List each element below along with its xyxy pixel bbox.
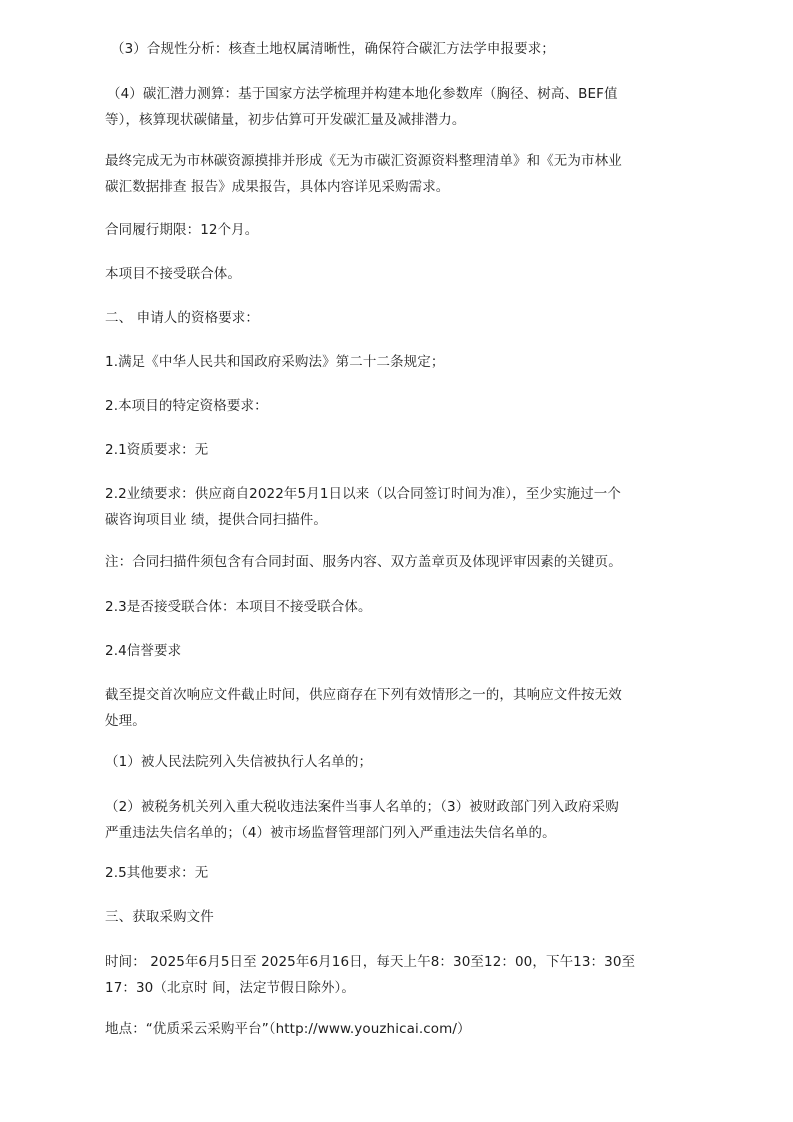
text-line: 地点：“优质采云采购平台”（http://www.youzhicai.com/）	[105, 1021, 471, 1037]
text-line: 二、 申请人的资格要求：	[105, 310, 259, 326]
paragraph-procurement-law	[105, 349, 695, 375]
paragraph-scan-note	[105, 549, 695, 575]
text-line: 17：30（北京时 间，法定节假日除外）。	[105, 980, 355, 996]
text-line: 2.3是否接受联合体：本项目不接受联合体。	[105, 599, 372, 615]
text-line: （2）被税务机关列入重大税收违法案件当事人名单的；（3）被财政部门列入政府采购	[105, 799, 619, 815]
text-line: （3）合规性分析：核查土地权属清晰性，确保符合碳汇方法学申报要求；	[111, 41, 555, 57]
paragraph-credit-requirement	[105, 638, 695, 664]
text-line: 2.本项目的特定资格要求：	[105, 398, 268, 414]
paragraph-compliance-analysis	[105, 36, 695, 62]
section-heading-qualifications	[105, 305, 695, 331]
paragraph-other-requirements	[105, 860, 695, 886]
text-line: 2.5其他要求：无	[105, 865, 209, 881]
text-line: 碳汇数据排查 报告》成果报告，具体内容详见采购需求。	[105, 179, 450, 195]
text-line: 2.2业绩要求：供应商自2022年5月1日以来（以合同签订时间为准），至少实施过一个	[105, 486, 621, 502]
text-line: 等），核算现状碳储量，初步估算可开发碳汇量及减排潜力。	[105, 112, 466, 128]
text-line: 注：合同扫描件须包含有合同封面、服务内容、双方盖章页及体现评审因素的关键页。	[105, 554, 622, 570]
paragraph-contract-period	[105, 217, 695, 243]
text-line: （1）被人民法院列入失信被执行人名单的；	[105, 754, 373, 770]
paragraph-specific-qualifications	[105, 393, 695, 419]
text-line: 最终完成无为市林碳资源摸排并形成《无为市碳汇资源资料整理清单》和《无为市林业	[105, 153, 622, 169]
text-line: 2.1资质要求：无	[105, 442, 209, 458]
paragraph-qualification-cert	[105, 437, 695, 463]
text-line: 严重违法失信名单的；（4）被市场监督管理部门列入严重违法失信名单的。	[105, 825, 556, 841]
text-line: 截至提交首次响应文件截止时间，供应商存在下列有效情形之一的，其响应文件按无效	[105, 687, 622, 703]
paragraph-carbon-potential	[105, 81, 695, 133]
text-line: 1.满足《中华人民共和国政府采购法》第二十二条规定；	[105, 354, 445, 370]
text-line: 碳咨询项目业 绩，提供合同扫描件。	[105, 512, 327, 528]
text-line: 合同履行期限：12个月。	[105, 222, 259, 238]
paragraph-final-deliverables	[105, 148, 695, 200]
text-line: 时间： 2025年6月5日至 2025年6月16日，每天上午8：30至12：00，下午13：30至	[105, 954, 636, 970]
paragraph-performance-requirement	[105, 481, 695, 533]
paragraph-tax-blacklist	[105, 794, 695, 846]
paragraph-consortium-accept	[105, 594, 695, 620]
paragraph-obtain-location	[105, 1016, 695, 1042]
text-line: 处理。	[105, 713, 146, 729]
text-line: 三、获取采购文件	[105, 909, 214, 925]
paragraph-invalid-response	[105, 682, 695, 734]
paragraph-obtain-time	[105, 949, 695, 1001]
paragraph-no-consortium	[105, 261, 695, 287]
text-line: 本项目不接受联合体。	[105, 266, 241, 282]
paragraph-court-blacklist	[105, 749, 695, 775]
text-line: 2.4信誉要求	[105, 643, 182, 659]
section-heading-obtain-documents	[105, 904, 695, 930]
text-line: （4）碳汇潜力测算：基于国家方法学梳理并构建本地化参数库（胸径、树高、BEF值	[107, 86, 618, 102]
